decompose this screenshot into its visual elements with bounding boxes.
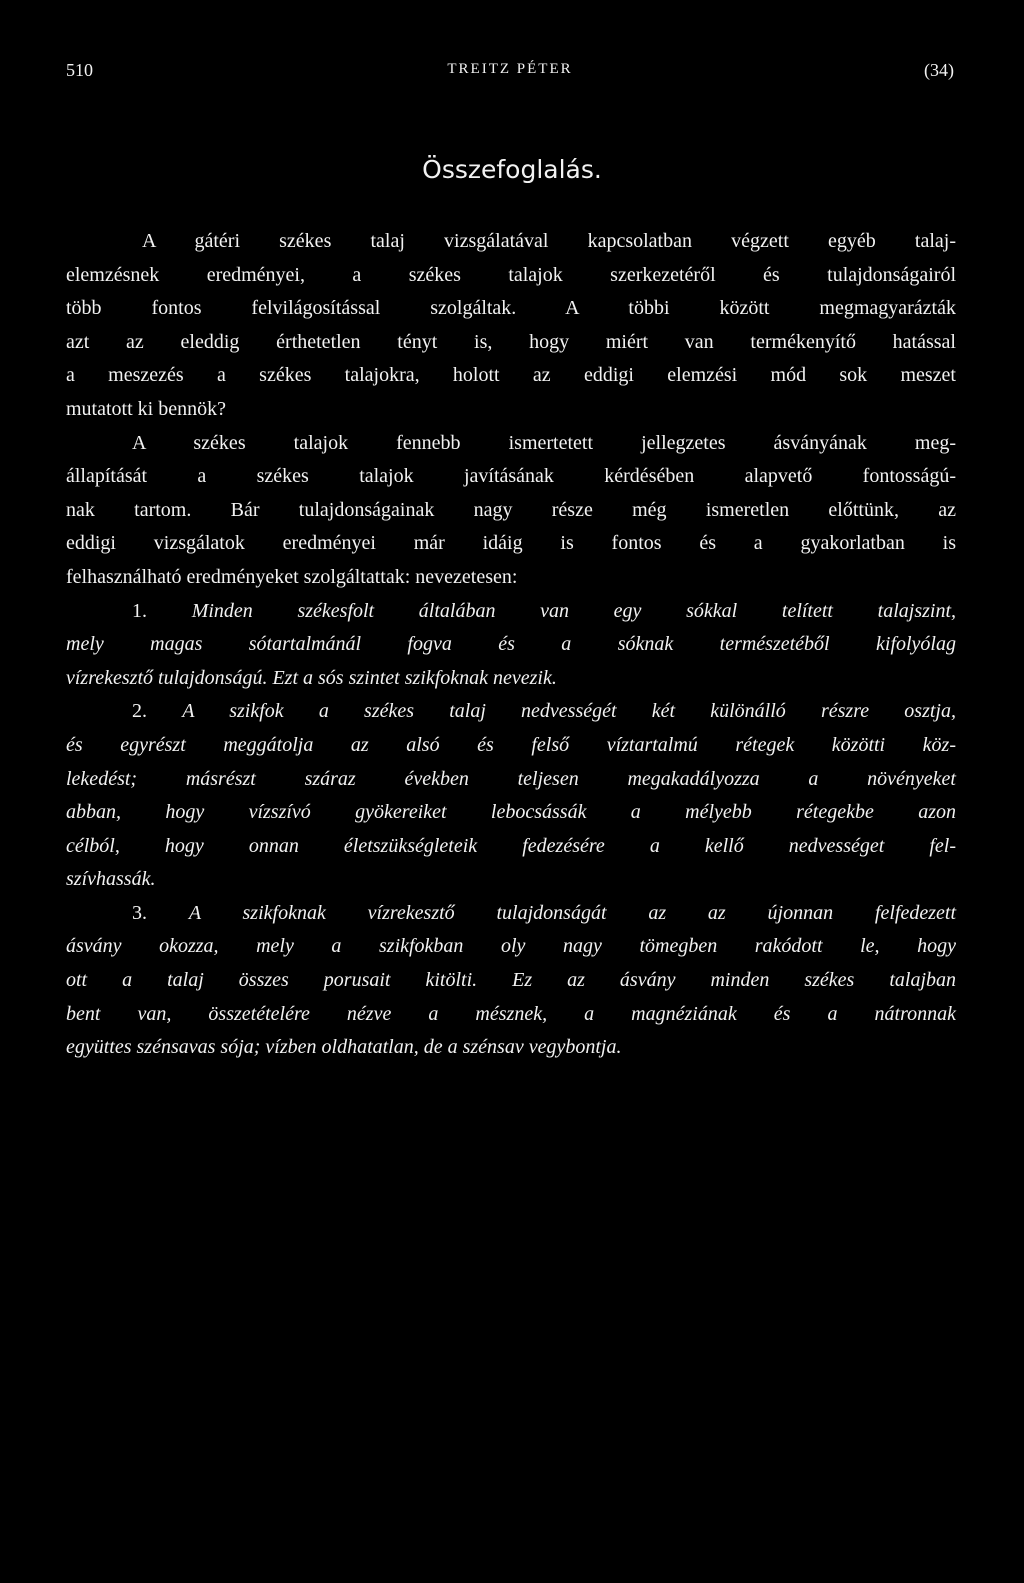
section-number: (34) xyxy=(924,60,954,80)
text-line: felhasználható eredményeket szolgáltattak: nevezetesen: xyxy=(66,565,518,588)
text-line: A gátéri székes talaj vizsgálatával kapcsolatban végzett egyéb talaj- xyxy=(142,230,956,252)
page-title: Összefoglalás. xyxy=(422,155,602,184)
text-line: mely magas sótartalmánál fogva és a sóknak természetéből kifolyólag xyxy=(66,633,956,656)
document-body xyxy=(66,225,956,1065)
text-line: elemzésnek eredményei, a székes talajok szerkezetéről és tulajdonságairól xyxy=(66,263,956,286)
list-item-3 xyxy=(66,897,956,931)
text-line: szívhassák. xyxy=(66,868,156,891)
text-line: A szikfoknak vízrekesztő tulajdonságát az az újonnan felfedezett xyxy=(188,901,956,924)
text-line: azt az eleddig érthetetlen tényt is, hogy miért van termékenyítő hatással xyxy=(66,330,956,353)
list-number: 2. xyxy=(132,700,147,723)
list-item-1 xyxy=(66,595,956,629)
list-item-2 xyxy=(66,695,956,729)
running-title: TREITZ PÉTER xyxy=(447,61,573,77)
text-line: A székes talajok fennebb ismertetett jellegzetes ásványának meg- xyxy=(132,431,956,454)
text-line: abban, hogy vízszívó gyökereiket lebocsássák a mélyebb rétegekbe azon xyxy=(66,801,956,824)
text-line: vízrekesztő tulajdonságú. Ezt a sós szintet szikfoknak nevezik. xyxy=(66,666,557,689)
text-line: és egyrészt meggátolja az alsó és felső víztartalmú rétegek közötti köz- xyxy=(66,733,956,756)
text-line: Minden székesfolt általában van egy sókkal telített talajszint, xyxy=(191,599,956,622)
text-line: több fontos felvilágosítással szolgáltak. A többi között megmagyarázták xyxy=(66,297,956,320)
text-line: eddigi vizsgálatok eredményei már idáig is fontos és a gyakorlatban is xyxy=(66,532,956,555)
text-line: célból, hogy onnan életszükségleteik fedezésére a kellő nedvességet fel- xyxy=(66,834,956,857)
text-line: ott a talaj összes porusait kitölti. Ez az ásvány minden székes talajban xyxy=(66,969,956,992)
text-line: együttes szénsavas sója; vízben oldhatatlan, de a szénsav vegybontja. xyxy=(66,1036,622,1059)
text-line: lekedést; másrészt száraz években teljesen megakadályozza a növényeket xyxy=(66,767,956,790)
text-line: nak tartom. Bár tulajdonságainak nagy része még ismeretlen előttünk, az xyxy=(66,498,956,521)
page-number: 510 xyxy=(66,60,93,80)
text-line: A szikfok a székes talaj nedvességét két különálló részre osztja, xyxy=(182,700,956,723)
text-line: ásvány okozza, mely a szikfokban oly nagy tömegben rakódott le, hogy xyxy=(66,935,956,958)
running-header xyxy=(66,60,954,86)
list-number: 1. xyxy=(132,599,147,622)
text-line: a meszezés a székes talajokra, holott az eddigi elemzési mód sok meszet xyxy=(66,364,956,387)
list-number: 3. xyxy=(132,901,147,924)
text-line: mutatott ki bennök? xyxy=(66,397,226,420)
text-line: bent van, összetételére nézve a mésznek, a magnéziának és a nátronnak xyxy=(66,1002,956,1025)
text-line: állapítását a székes talajok javításának kérdésében alapvető fontosságú- xyxy=(66,465,956,488)
